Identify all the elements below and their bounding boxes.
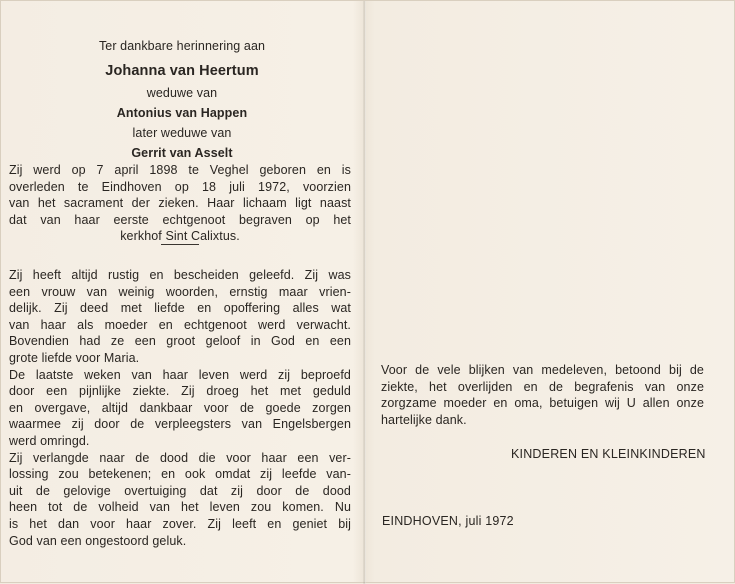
thanks-line: ziekte, het overlijden en de begrafenis van onze xyxy=(381,379,704,394)
right-page xyxy=(366,1,735,584)
biography-line: van het sacrament der zieken. Haar lichaam ligt naast xyxy=(9,196,351,211)
tribute-line: door een pijnlijke ziekte. Zij droeg het met geduld xyxy=(9,384,351,399)
tribute-line: is het dan voor haar zover. Zij leeft en geniet bij xyxy=(9,516,351,531)
biography-line: overleden te Eindhoven op 18 juli 1972, voorzien xyxy=(9,179,351,194)
thanks-line: hartelijke dank. xyxy=(381,412,467,427)
biography-paragraph xyxy=(9,162,351,245)
first-husband-name: Antonius van Happen xyxy=(116,106,248,120)
second-husband-name: Gerrit van Asselt xyxy=(131,146,233,160)
tribute-line: Zij heeft altijd rustig en bescheiden geleefd. Zij was xyxy=(9,268,351,282)
tribute-line: De laatste weken van haar leven werd zij beproefd xyxy=(9,367,351,382)
tribute-line: en overgave, altijd dankbaar voor de goede zorgen xyxy=(9,400,351,415)
biography-line: Zij werd op 7 april 1898 te Veghel geboren en is xyxy=(9,163,351,177)
left-page xyxy=(1,1,363,584)
tribute-line: lossing zou betekenen; en ook omdat zij leefde van- xyxy=(9,467,351,482)
biography-line: dat van haar eerste echtgenoot begraven op het xyxy=(9,212,351,227)
widow-of-label: weduwe van xyxy=(146,86,218,100)
tribute-line: God van een ongestoord geluk. xyxy=(9,533,187,548)
tribute-line: van haar als moeder en echtgenoot werd verwacht. xyxy=(9,317,351,332)
intro-line: Ter dankbare herinnering aan xyxy=(98,39,266,53)
tribute-line: Bovendien had ze een groot geloof in God en een xyxy=(9,334,351,349)
thanks-paragraph xyxy=(381,362,704,428)
tribute-line: grote liefde voor Maria. xyxy=(9,350,140,365)
tribute-line: heen tot de volheid van het leven zou komen. Nu xyxy=(9,500,351,515)
tribute-line: uit de gelovige overtuiging dat zij door de dood xyxy=(9,483,351,498)
later-widow-label: later weduwe van xyxy=(132,126,232,140)
biography-line: kerkhof Sint Calixtus. xyxy=(120,229,240,244)
deceased-name: Johanna van Heertum xyxy=(105,63,259,79)
section-divider xyxy=(161,244,199,245)
thanks-line: zorgzame moeder en oma, betuigen wij U allen onze xyxy=(381,396,704,411)
signed-by: KINDEREN EN KLEINKINDEREN xyxy=(511,447,706,461)
place-date: EINDHOVEN, juli 1972 xyxy=(382,514,514,528)
thanks-line: Voor de vele blijken van medeleven, betoond bij de xyxy=(381,363,704,377)
tribute-line: Zij verlangde naar de dood die voor haar een ver- xyxy=(9,450,351,465)
tribute-line: waarmee zij door de verpleegsters van Engelsbergen xyxy=(9,417,351,432)
tribute-line: delijk. Zij deed met liefde en opoffering alles wat xyxy=(9,301,351,316)
tribute-paragraph xyxy=(9,267,351,549)
tribute-line: werd omringd. xyxy=(9,433,90,448)
tribute-line: een vrouw van weinig woorden, ernstig maar vrien- xyxy=(9,284,351,299)
